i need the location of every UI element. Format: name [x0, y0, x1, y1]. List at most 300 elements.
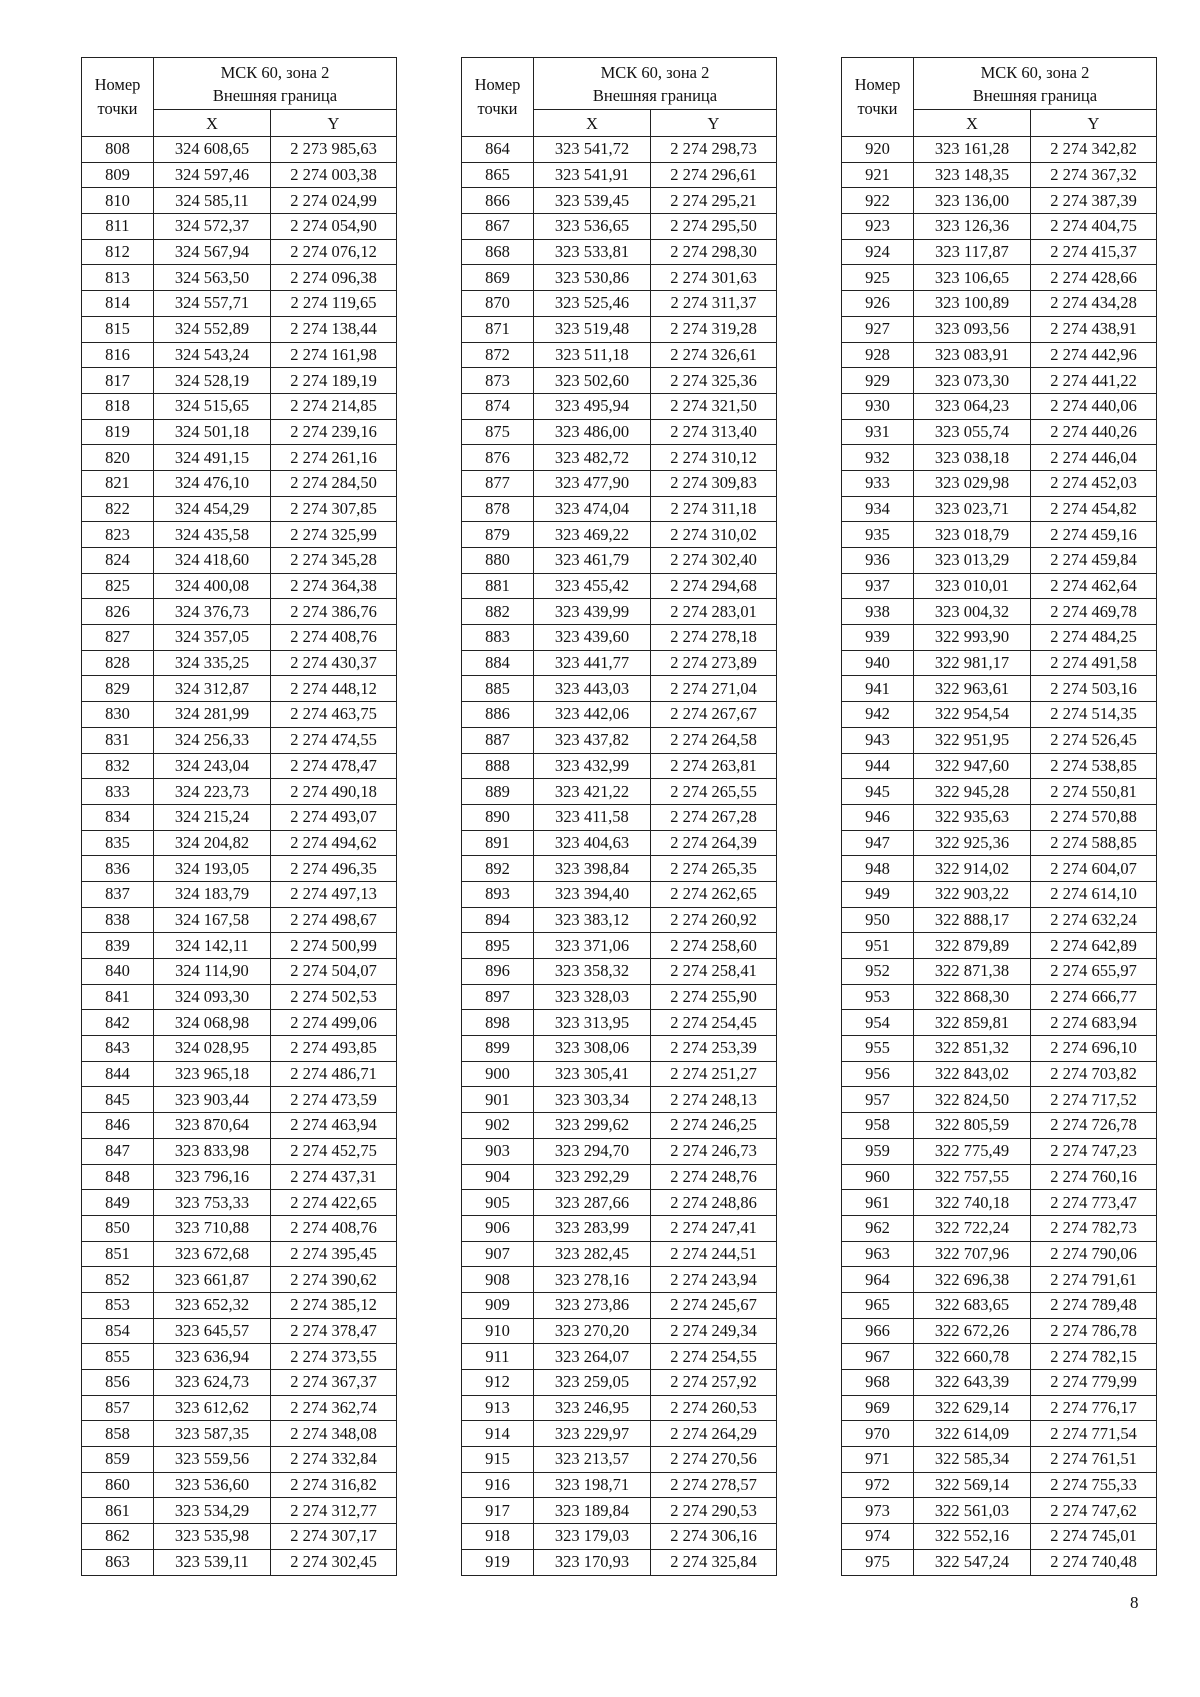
table-row [842, 470, 1157, 496]
y-coordinate-cell: 2 274 462,64 [1031, 573, 1157, 599]
point-number-cell: 898 [462, 1010, 534, 1036]
point-number-cell: 955 [842, 1036, 914, 1062]
y-coordinate-cell: 2 274 264,58 [651, 727, 777, 753]
table-row [82, 265, 397, 291]
y-coordinate-cell: 2 274 703,82 [1031, 1061, 1157, 1087]
table-row [82, 1190, 397, 1216]
x-coordinate-cell: 323 533,81 [534, 239, 651, 265]
table-row [462, 188, 777, 214]
table-row [842, 830, 1157, 856]
table-body [82, 137, 397, 1576]
table-row [82, 779, 397, 805]
table-row [82, 1447, 397, 1473]
table-row [462, 162, 777, 188]
table-row [462, 393, 777, 419]
x-coordinate-cell: 322 993,90 [914, 625, 1031, 651]
table-row [462, 676, 777, 702]
y-coordinate-cell: 2 274 499,06 [271, 1010, 397, 1036]
x-coordinate-cell: 323 073,30 [914, 368, 1031, 394]
x-coordinate-cell: 322 824,50 [914, 1087, 1031, 1113]
point-number-cell: 826 [82, 599, 154, 625]
x-coordinate-cell: 323 328,03 [534, 984, 651, 1010]
y-coordinate-cell: 2 274 262,65 [651, 881, 777, 907]
x-coordinate-cell: 324 193,05 [154, 856, 271, 882]
y-coordinate-cell: 2 274 258,60 [651, 933, 777, 959]
x-coordinate-cell: 323 710,88 [154, 1215, 271, 1241]
y-coordinate-cell: 2 274 246,73 [651, 1138, 777, 1164]
x-coordinate-cell: 323 100,89 [914, 291, 1031, 317]
table-row [82, 316, 397, 342]
x-coordinate-cell: 323 903,44 [154, 1087, 271, 1113]
y-coordinate-cell: 2 274 452,75 [271, 1138, 397, 1164]
point-number-cell: 945 [842, 779, 914, 805]
table-row [462, 1524, 777, 1550]
table-body [462, 137, 777, 1576]
x-coordinate-cell: 323 535,98 [154, 1524, 271, 1550]
x-coordinate-cell: 323 443,03 [534, 676, 651, 702]
y-coordinate-cell: 2 274 782,15 [1031, 1344, 1157, 1370]
y-coordinate-cell: 2 274 437,31 [271, 1164, 397, 1190]
header-y: Y [1031, 110, 1157, 137]
point-number-cell: 918 [462, 1524, 534, 1550]
x-coordinate-cell: 322 954,54 [914, 702, 1031, 728]
x-coordinate-cell: 324 281,99 [154, 702, 271, 728]
x-coordinate-cell: 323 525,46 [534, 291, 651, 317]
x-coordinate-cell: 323 273,86 [534, 1292, 651, 1318]
y-coordinate-cell: 2 274 254,55 [651, 1344, 777, 1370]
point-number-cell: 961 [842, 1190, 914, 1216]
header-boundary-text: Внешняя граница [592, 85, 718, 105]
table-row [462, 137, 777, 163]
table-row [842, 1113, 1157, 1139]
header-coordinate-system [154, 58, 397, 110]
table-row [82, 727, 397, 753]
point-number-cell: 891 [462, 830, 534, 856]
table-row [842, 316, 1157, 342]
point-number-cell: 836 [82, 856, 154, 882]
y-coordinate-cell: 2 274 387,39 [1031, 188, 1157, 214]
y-coordinate-cell: 2 274 362,74 [271, 1395, 397, 1421]
y-coordinate-cell: 2 274 161,98 [271, 342, 397, 368]
x-coordinate-cell: 322 614,09 [914, 1421, 1031, 1447]
y-coordinate-cell: 2 274 408,76 [271, 625, 397, 651]
table-row [462, 1087, 777, 1113]
x-coordinate-cell: 323 404,63 [534, 830, 651, 856]
x-coordinate-cell: 323 313,95 [534, 1010, 651, 1036]
table-row [82, 188, 397, 214]
table-row [462, 1318, 777, 1344]
point-number-cell: 889 [462, 779, 534, 805]
table-row [842, 368, 1157, 394]
table-row [842, 1241, 1157, 1267]
y-coordinate-cell: 2 274 364,38 [271, 573, 397, 599]
x-coordinate-cell: 323 038,18 [914, 445, 1031, 471]
y-coordinate-cell: 2 274 003,38 [271, 162, 397, 188]
header-x: X [534, 110, 651, 137]
table-row [462, 1241, 777, 1267]
point-number-cell: 894 [462, 907, 534, 933]
y-coordinate-cell: 2 274 493,07 [271, 804, 397, 830]
y-coordinate-cell: 2 274 251,27 [651, 1061, 777, 1087]
table-row [462, 1447, 777, 1473]
x-coordinate-cell: 323 264,07 [534, 1344, 651, 1370]
point-number-cell: 909 [462, 1292, 534, 1318]
x-coordinate-cell: 324 491,15 [154, 445, 271, 471]
x-coordinate-cell: 323 672,68 [154, 1241, 271, 1267]
table-row [842, 599, 1157, 625]
y-coordinate-cell: 2 274 311,37 [651, 291, 777, 317]
table-row [82, 445, 397, 471]
table-row [82, 239, 397, 265]
point-number-cell: 973 [842, 1498, 914, 1524]
x-coordinate-cell: 322 805,59 [914, 1113, 1031, 1139]
y-coordinate-cell: 2 274 779,99 [1031, 1370, 1157, 1396]
coordinates-table-2 [461, 57, 777, 1576]
x-coordinate-cell: 324 435,58 [154, 522, 271, 548]
table-row [842, 342, 1157, 368]
point-number-cell: 958 [842, 1113, 914, 1139]
x-coordinate-cell: 324 335,25 [154, 650, 271, 676]
x-coordinate-cell: 323 358,32 [534, 959, 651, 985]
table-row [462, 856, 777, 882]
point-number-cell: 903 [462, 1138, 534, 1164]
x-coordinate-cell: 323 411,58 [534, 804, 651, 830]
header-y: Y [271, 110, 397, 137]
table-row [462, 1370, 777, 1396]
point-number-cell: 946 [842, 804, 914, 830]
x-coordinate-cell: 322 547,24 [914, 1549, 1031, 1575]
point-number-cell: 924 [842, 239, 914, 265]
point-number-cell: 829 [82, 676, 154, 702]
x-coordinate-cell: 323 442,06 [534, 702, 651, 728]
header-system-text: МСК 60, зона 2 [600, 62, 710, 82]
y-coordinate-cell: 2 274 614,10 [1031, 881, 1157, 907]
table-row [82, 907, 397, 933]
point-number-cell: 824 [82, 548, 154, 574]
x-coordinate-cell: 322 951,95 [914, 727, 1031, 753]
y-coordinate-cell: 2 274 265,35 [651, 856, 777, 882]
x-coordinate-cell: 323 148,35 [914, 162, 1031, 188]
table-row [842, 1498, 1157, 1524]
point-number-cell: 812 [82, 239, 154, 265]
x-coordinate-cell: 322 696,38 [914, 1267, 1031, 1293]
y-coordinate-cell: 2 274 189,19 [271, 368, 397, 394]
point-number-cell: 939 [842, 625, 914, 651]
point-number-cell: 835 [82, 830, 154, 856]
point-number-cell: 938 [842, 599, 914, 625]
point-number-cell: 845 [82, 1087, 154, 1113]
y-coordinate-cell: 2 274 473,59 [271, 1087, 397, 1113]
x-coordinate-cell: 322 903,22 [914, 881, 1031, 907]
y-coordinate-cell: 2 274 452,03 [1031, 470, 1157, 496]
point-number-cell: 897 [462, 984, 534, 1010]
table-row [82, 1113, 397, 1139]
y-coordinate-cell: 2 274 311,18 [651, 496, 777, 522]
table-row [462, 753, 777, 779]
x-coordinate-cell: 323 870,64 [154, 1113, 271, 1139]
header-point-number [82, 58, 154, 137]
table-row [82, 1215, 397, 1241]
point-number-cell: 882 [462, 599, 534, 625]
x-coordinate-cell: 323 441,77 [534, 650, 651, 676]
y-coordinate-cell: 2 274 267,67 [651, 702, 777, 728]
table-row [462, 548, 777, 574]
table-row [842, 445, 1157, 471]
table-row [462, 522, 777, 548]
table-row [842, 188, 1157, 214]
point-number-cell: 881 [462, 573, 534, 599]
x-coordinate-cell: 323 559,56 [154, 1447, 271, 1473]
x-coordinate-cell: 322 643,39 [914, 1370, 1031, 1396]
point-number-cell: 830 [82, 702, 154, 728]
point-number-cell: 899 [462, 1036, 534, 1062]
point-number-cell: 879 [462, 522, 534, 548]
x-coordinate-cell: 322 672,26 [914, 1318, 1031, 1344]
table-row [82, 522, 397, 548]
table-row [462, 1395, 777, 1421]
x-coordinate-cell: 323 055,74 [914, 419, 1031, 445]
table-row [82, 1087, 397, 1113]
y-coordinate-cell: 2 274 313,40 [651, 419, 777, 445]
y-coordinate-cell: 2 274 790,06 [1031, 1241, 1157, 1267]
y-coordinate-cell: 2 274 493,85 [271, 1036, 397, 1062]
x-coordinate-cell: 323 624,73 [154, 1370, 271, 1396]
point-number-cell: 964 [842, 1267, 914, 1293]
table-row [82, 1267, 397, 1293]
x-coordinate-cell: 322 757,55 [914, 1164, 1031, 1190]
table-row [462, 1472, 777, 1498]
x-coordinate-cell: 323 495,94 [534, 393, 651, 419]
table-row [462, 881, 777, 907]
table-row [842, 419, 1157, 445]
point-number-cell: 811 [82, 214, 154, 240]
point-number-cell: 872 [462, 342, 534, 368]
y-coordinate-cell: 2 274 296,61 [651, 162, 777, 188]
header-point-number-text: Номер точки [94, 75, 141, 118]
y-coordinate-cell: 2 274 469,78 [1031, 599, 1157, 625]
table-row [842, 702, 1157, 728]
y-coordinate-cell: 2 274 239,16 [271, 419, 397, 445]
y-coordinate-cell: 2 274 295,50 [651, 214, 777, 240]
x-coordinate-cell: 323 018,79 [914, 522, 1031, 548]
x-coordinate-cell: 322 945,28 [914, 779, 1031, 805]
table-row [82, 419, 397, 445]
y-coordinate-cell: 2 274 454,82 [1031, 496, 1157, 522]
table-row [82, 1164, 397, 1190]
point-number-cell: 867 [462, 214, 534, 240]
x-coordinate-cell: 323 502,60 [534, 368, 651, 394]
table-row [842, 1010, 1157, 1036]
table-row [462, 1215, 777, 1241]
point-number-cell: 972 [842, 1472, 914, 1498]
x-coordinate-cell: 324 204,82 [154, 830, 271, 856]
x-coordinate-cell: 323 093,56 [914, 316, 1031, 342]
table-row [842, 1524, 1157, 1550]
y-coordinate-cell: 2 274 526,45 [1031, 727, 1157, 753]
table-row [82, 1549, 397, 1575]
table-row [842, 1344, 1157, 1370]
table-row [842, 856, 1157, 882]
point-number-cell: 883 [462, 625, 534, 651]
x-coordinate-cell: 323 303,34 [534, 1087, 651, 1113]
point-number-cell: 815 [82, 316, 154, 342]
y-coordinate-cell: 2 274 298,73 [651, 137, 777, 163]
point-number-cell: 937 [842, 573, 914, 599]
x-coordinate-cell: 324 597,46 [154, 162, 271, 188]
x-coordinate-cell: 323 530,86 [534, 265, 651, 291]
y-coordinate-cell: 2 274 442,96 [1031, 342, 1157, 368]
point-number-cell: 950 [842, 907, 914, 933]
table-row [462, 419, 777, 445]
y-coordinate-cell: 2 274 642,89 [1031, 933, 1157, 959]
x-coordinate-cell: 322 585,34 [914, 1447, 1031, 1473]
x-coordinate-cell: 322 569,14 [914, 1472, 1031, 1498]
y-coordinate-cell: 2 274 244,51 [651, 1241, 777, 1267]
y-coordinate-cell: 2 274 771,54 [1031, 1421, 1157, 1447]
y-coordinate-cell: 2 274 254,45 [651, 1010, 777, 1036]
y-coordinate-cell: 2 274 791,61 [1031, 1267, 1157, 1293]
x-coordinate-cell: 323 270,20 [534, 1318, 651, 1344]
y-coordinate-cell: 2 274 267,28 [651, 804, 777, 830]
x-coordinate-cell: 322 935,63 [914, 804, 1031, 830]
table-row [462, 933, 777, 959]
point-number-cell: 884 [462, 650, 534, 676]
x-coordinate-cell: 323 469,22 [534, 522, 651, 548]
point-number-cell: 857 [82, 1395, 154, 1421]
y-coordinate-cell: 2 274 503,16 [1031, 676, 1157, 702]
table-row [462, 959, 777, 985]
x-coordinate-cell: 323 534,29 [154, 1498, 271, 1524]
x-coordinate-cell: 323 179,03 [534, 1524, 651, 1550]
point-number-cell: 874 [462, 393, 534, 419]
table-row [842, 1549, 1157, 1575]
x-coordinate-cell: 322 660,78 [914, 1344, 1031, 1370]
point-number-cell: 974 [842, 1524, 914, 1550]
table-row [82, 1036, 397, 1062]
x-coordinate-cell: 324 142,11 [154, 933, 271, 959]
y-coordinate-cell: 2 274 428,66 [1031, 265, 1157, 291]
y-coordinate-cell: 2 274 348,08 [271, 1421, 397, 1447]
y-coordinate-cell: 2 274 248,86 [651, 1190, 777, 1216]
point-number-cell: 916 [462, 1472, 534, 1498]
table-row [462, 1498, 777, 1524]
point-number-cell: 968 [842, 1370, 914, 1396]
point-number-cell: 858 [82, 1421, 154, 1447]
y-coordinate-cell: 2 274 367,37 [271, 1370, 397, 1396]
y-coordinate-cell: 2 274 270,56 [651, 1447, 777, 1473]
y-coordinate-cell: 2 274 319,28 [651, 316, 777, 342]
x-coordinate-cell: 323 536,60 [154, 1472, 271, 1498]
table-row [82, 1061, 397, 1087]
table-row [462, 265, 777, 291]
point-number-cell: 819 [82, 419, 154, 445]
header-point-number-text: Номер точки [474, 75, 521, 118]
x-coordinate-cell: 323 539,11 [154, 1549, 271, 1575]
point-number-cell: 962 [842, 1215, 914, 1241]
y-coordinate-cell: 2 274 782,73 [1031, 1215, 1157, 1241]
x-coordinate-cell: 323 170,93 [534, 1549, 651, 1575]
y-coordinate-cell: 2 274 332,84 [271, 1447, 397, 1473]
y-coordinate-cell: 2 274 326,61 [651, 342, 777, 368]
point-number-cell: 818 [82, 393, 154, 419]
table-row [462, 1267, 777, 1293]
x-coordinate-cell: 324 608,65 [154, 137, 271, 163]
header-point-number [462, 58, 534, 137]
point-number-cell: 941 [842, 676, 914, 702]
x-coordinate-cell: 324 552,89 [154, 316, 271, 342]
y-coordinate-cell: 2 274 740,48 [1031, 1549, 1157, 1575]
x-coordinate-cell: 323 246,95 [534, 1395, 651, 1421]
point-number-cell: 942 [842, 702, 914, 728]
point-number-cell: 827 [82, 625, 154, 651]
point-number-cell: 952 [842, 959, 914, 985]
table-row [82, 137, 397, 163]
y-coordinate-cell: 2 274 284,50 [271, 470, 397, 496]
table-row [462, 1421, 777, 1447]
x-coordinate-cell: 323 965,18 [154, 1061, 271, 1087]
y-coordinate-cell: 2 274 283,01 [651, 599, 777, 625]
y-coordinate-cell: 2 274 294,68 [651, 573, 777, 599]
x-coordinate-cell: 324 223,73 [154, 779, 271, 805]
table-row [842, 1292, 1157, 1318]
y-coordinate-cell: 2 274 666,77 [1031, 984, 1157, 1010]
x-coordinate-cell: 323 455,42 [534, 573, 651, 599]
header-coordinate-system [914, 58, 1157, 110]
point-number-cell: 957 [842, 1087, 914, 1113]
point-number-cell: 840 [82, 959, 154, 985]
point-number-cell: 947 [842, 830, 914, 856]
table-row [462, 830, 777, 856]
point-number-cell: 969 [842, 1395, 914, 1421]
table-row [82, 856, 397, 882]
table-row [82, 1010, 397, 1036]
y-coordinate-cell: 2 274 264,39 [651, 830, 777, 856]
point-number-cell: 910 [462, 1318, 534, 1344]
point-number-cell: 953 [842, 984, 914, 1010]
table-row [462, 1138, 777, 1164]
table-row [842, 1215, 1157, 1241]
point-number-cell: 934 [842, 496, 914, 522]
table-row [842, 1370, 1157, 1396]
point-number-cell: 917 [462, 1498, 534, 1524]
y-coordinate-cell: 2 274 434,28 [1031, 291, 1157, 317]
point-number-cell: 963 [842, 1241, 914, 1267]
y-coordinate-cell: 2 274 310,02 [651, 522, 777, 548]
table-row [82, 1318, 397, 1344]
y-coordinate-cell: 2 274 321,50 [651, 393, 777, 419]
table-row [462, 1010, 777, 1036]
y-coordinate-cell: 2 274 496,35 [271, 856, 397, 882]
x-coordinate-cell: 324 068,98 [154, 1010, 271, 1036]
point-number-cell: 864 [462, 137, 534, 163]
table-row [842, 1036, 1157, 1062]
x-coordinate-cell: 323 294,70 [534, 1138, 651, 1164]
table-row [462, 1061, 777, 1087]
table-row [842, 907, 1157, 933]
table-row [462, 214, 777, 240]
y-coordinate-cell: 2 274 696,10 [1031, 1036, 1157, 1062]
x-coordinate-cell: 322 740,18 [914, 1190, 1031, 1216]
table-row [842, 1447, 1157, 1473]
point-number-cell: 866 [462, 188, 534, 214]
table-row [462, 1164, 777, 1190]
y-coordinate-cell: 2 274 538,85 [1031, 753, 1157, 779]
x-coordinate-cell: 323 287,66 [534, 1190, 651, 1216]
point-number-cell: 922 [842, 188, 914, 214]
y-coordinate-cell: 2 274 474,55 [271, 727, 397, 753]
point-number-cell: 876 [462, 445, 534, 471]
y-coordinate-cell: 2 274 761,51 [1031, 1447, 1157, 1473]
